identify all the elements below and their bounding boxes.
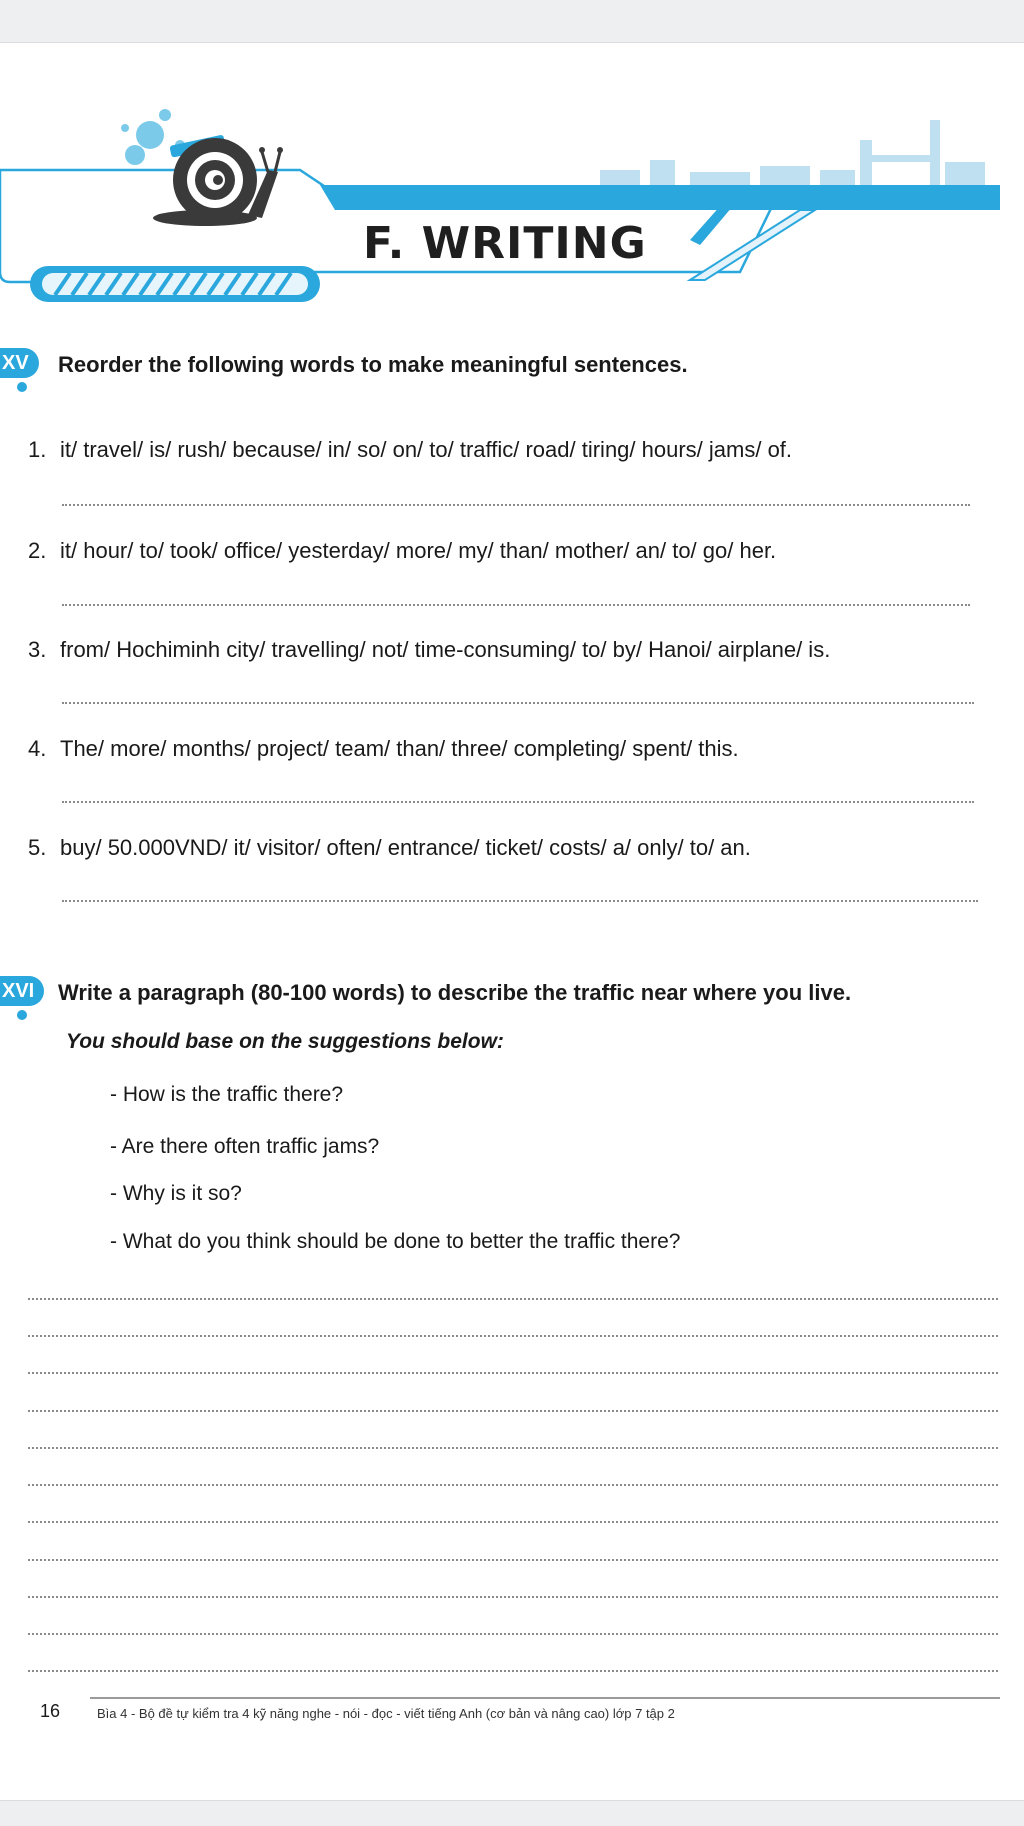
item-text: it/ hour/ to/ took/ office/ yesterday/ more/ my/ than/ mother/ an/ to/ go/ her. [60,538,777,563]
suggestion-item: - How is the traffic there? [110,1083,344,1106]
item-text: from/ Hochiminh city/ travelling/ not/ time-consuming/ to/ by/ Hanoi/ airplane/ is. [60,637,831,662]
writing-line[interactable] [28,1521,998,1523]
item-text: buy/ 50.000VND/ it/ visitor/ often/ entrance/ ticket/ costs/ a/ only/ to/ an. [60,835,751,860]
section-title: F. WRITING [363,218,647,269]
suggestion-item: - What do you think should be done to better the traffic there? [110,1230,681,1253]
badge-dot-icon [15,380,29,394]
footer-text: Bìa 4 - Bộ đề tự kiểm tra 4 kỹ năng nghe - nói - đọc - viết tiếng Anh (cơ bản và nâng cao) lớp 7 tập 2 [97,1706,675,1721]
writing-line[interactable] [28,1298,998,1300]
answer-line[interactable] [62,801,974,803]
suggestion-intro: You should base on the suggestions below: [66,1030,504,1053]
item-number: 5. [28,835,47,860]
suggestion-item: - Why is it so? [110,1182,242,1205]
item-text: it/ travel/ is/ rush/ because/ in/ so/ on/ to/ traffic/ road/ tiring/ hours/ jams/ of. [60,437,793,462]
exercise-badge-label: XVI [2,980,35,1002]
bottom-toolbar [0,1800,1024,1826]
writing-line[interactable] [28,1596,998,1598]
writing-line[interactable] [28,1410,998,1412]
answer-line[interactable] [62,504,970,506]
writing-line[interactable] [28,1670,998,1672]
item-number: 3. [28,637,47,662]
list-item [28,437,792,463]
answer-line[interactable] [62,900,978,902]
page-number: 16 [40,1701,61,1721]
answer-line[interactable] [62,604,970,606]
exercise-heading-xvi: Write a paragraph (80-100 words) to describe the traffic near where you live. [58,980,852,1005]
section-banner [0,100,1024,320]
item-number: 1. [28,437,47,462]
list-item [28,736,739,762]
answer-line[interactable] [62,702,974,704]
banner-graphic [0,100,1024,320]
writing-line[interactable] [28,1633,998,1635]
writing-line[interactable] [28,1447,998,1449]
footer-divider [90,1697,1000,1699]
exercise-badge-xv [0,348,39,378]
item-number: 4. [28,736,47,761]
top-toolbar [0,0,1024,43]
list-item [28,637,830,663]
writing-line[interactable] [28,1484,998,1486]
list-item [28,538,776,564]
writing-line[interactable] [28,1335,998,1337]
writing-line[interactable] [28,1372,998,1374]
exercise-badge-label: XV [2,352,29,374]
badge-dot-icon [15,1008,29,1022]
writing-line[interactable] [28,1559,998,1561]
exercise-badge-xvi [0,976,44,1006]
list-item [28,835,751,861]
item-number: 2. [28,538,47,563]
item-text: The/ more/ months/ project/ team/ than/ three/ completing/ spent/ this. [60,736,739,761]
exercise-heading-xv: Reorder the following words to make meaningful sentences. [58,352,688,377]
suggestion-item: - Are there often traffic jams? [110,1135,380,1158]
